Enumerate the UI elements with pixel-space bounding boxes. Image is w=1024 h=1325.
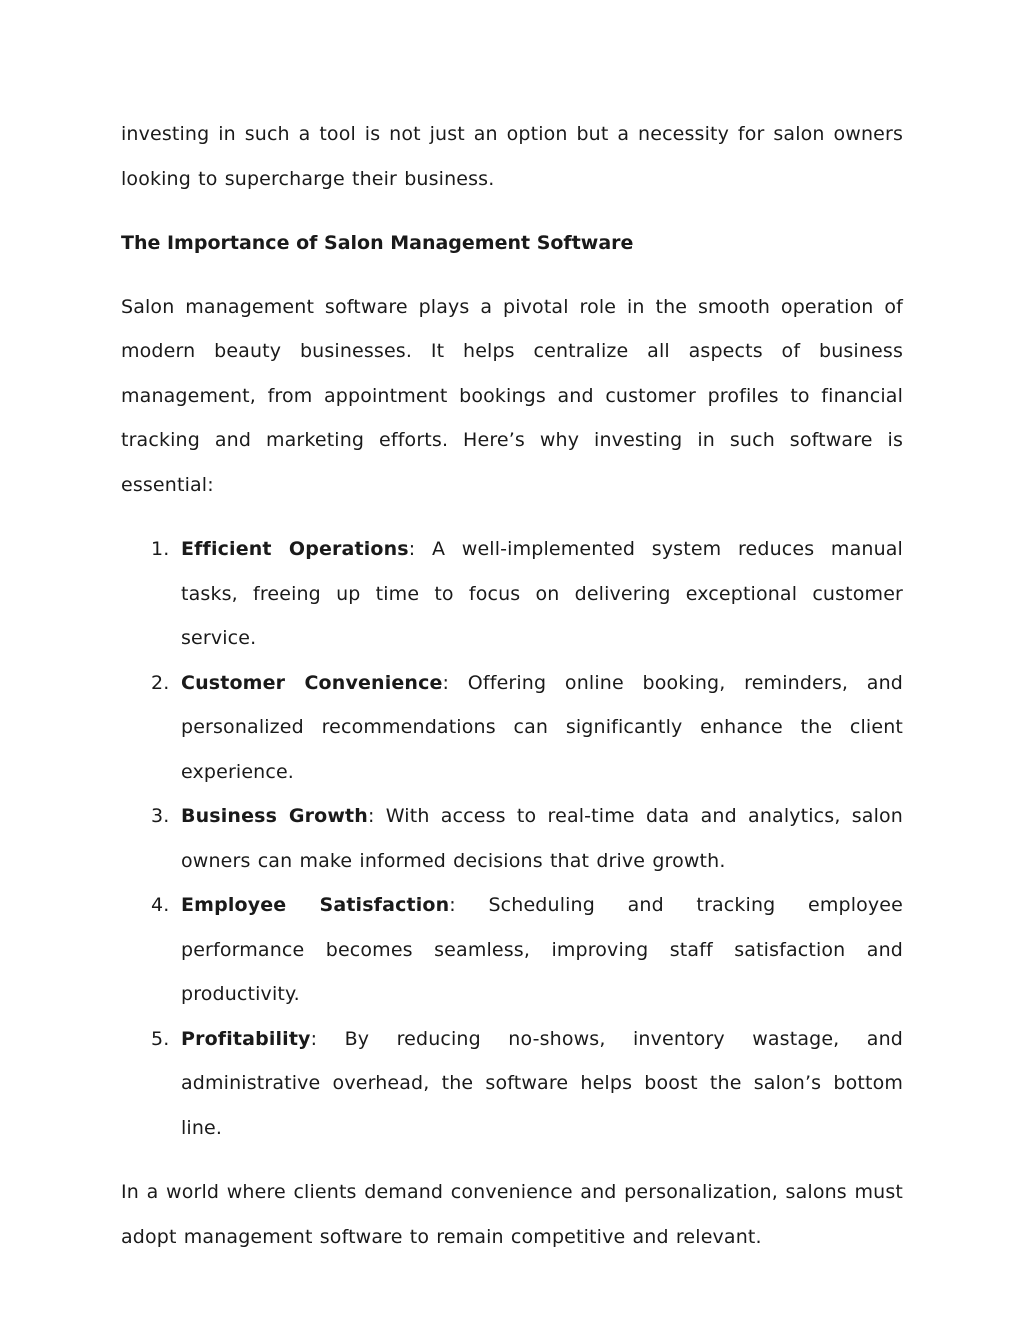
closing-paragraph: In a world where clients demand convenience and personalization, salons must adopt management software to remain competitive and relevant.: [121, 1181, 903, 1248]
list-item: [121, 1017, 903, 1151]
document-page: [121, 112, 903, 1259]
list-item-text: : Offering online booking, reminders, and personalized recommendations can significantly enhance the client experience.: [181, 671, 903, 783]
list-item: [121, 527, 903, 661]
list-item-term: Customer Convenience: [181, 671, 443, 694]
list-item-number: 3.: [151, 805, 170, 827]
list-item-text: : Scheduling and tracking employee performance becomes seamless, improving staff satisfaction and productivity.: [181, 894, 903, 1005]
list-item-term: Profitability: [181, 1027, 311, 1050]
list-item-term: Employee Satisfaction: [181, 894, 450, 916]
numbered-list: [121, 527, 903, 1150]
list-item-number: 5.: [151, 1027, 170, 1050]
list-item: [121, 794, 903, 883]
section-heading: The Importance of Salon Management Software: [121, 232, 634, 254]
body-paragraph: Salon management software plays a pivotal role in the smooth operation of modern beauty businesses. It helps centralize all aspects of business management, from appointment bookings and customer profiles to financial tracking and marketing efforts. Here’s why investing in such software is essential:: [121, 295, 903, 496]
list-item-text: : A well-implemented system reduces manual tasks, freeing up time to focus on delivering exceptional customer service.: [181, 538, 903, 649]
list-item-number: 2.: [151, 671, 170, 694]
list-item: [121, 661, 903, 795]
list-item-number: 1.: [151, 538, 170, 560]
list-item-term: Business Growth: [181, 805, 368, 827]
list-item-term: Efficient Operations: [181, 538, 409, 560]
list-item-text: : By reducing no-shows, inventory wastage, and administrative overhead, the software helps boost the salon’s bottom line.: [181, 1027, 903, 1139]
list-item-text: : With access to real-time data and analytics, salon owners can make informed decisions that drive growth.: [181, 805, 903, 872]
list-item-number: 4.: [151, 894, 170, 916]
intro-paragraph: investing in such a tool is not just an option but a necessity for salon owners looking to supercharge their business.: [121, 123, 903, 190]
list-item: [121, 883, 903, 1017]
